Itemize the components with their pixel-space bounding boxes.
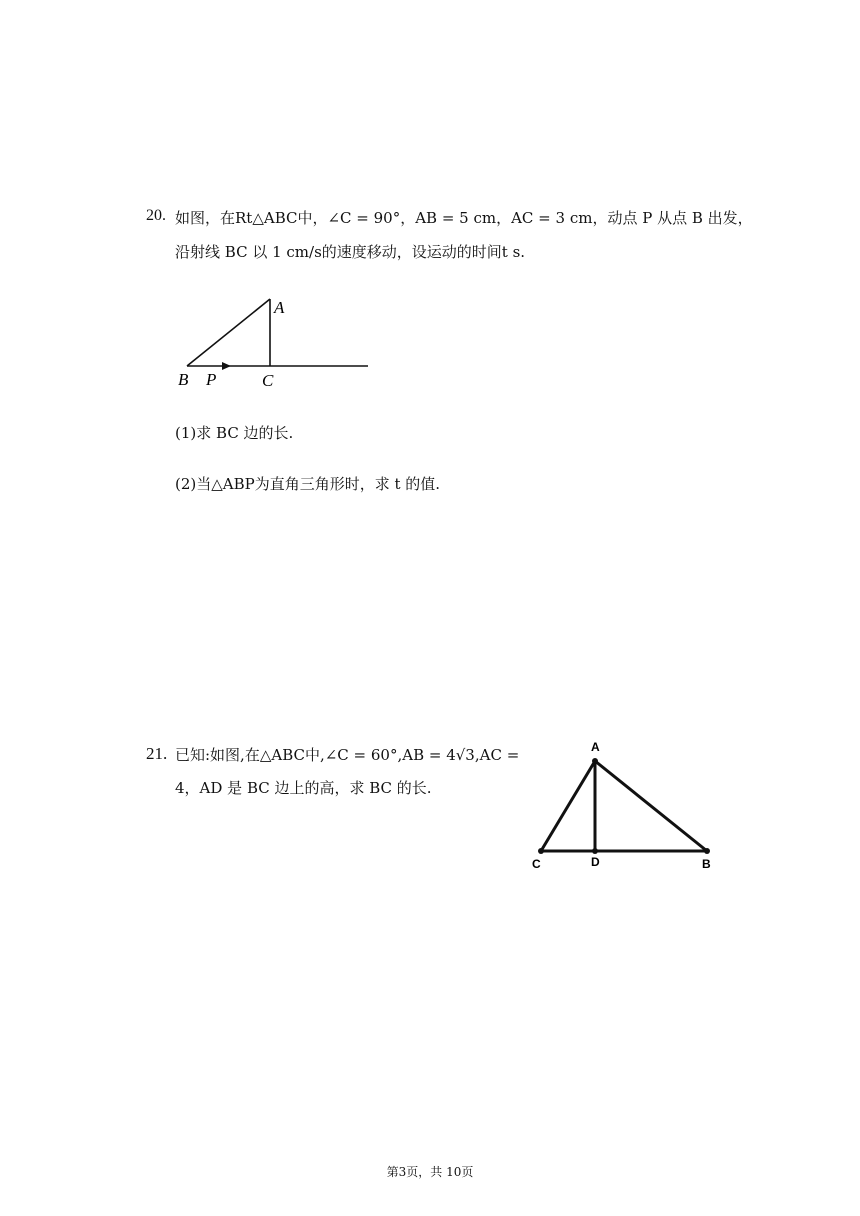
- q20-figure: [170, 290, 380, 400]
- q20-part1: (1)求 BC 边的长.: [175, 424, 294, 442]
- q21-number: 21.: [146, 744, 168, 763]
- q20-part2: (2)当△ABP为直角三角形时，求 t 的值.: [175, 475, 441, 493]
- q21-point-d: [592, 848, 598, 854]
- q21-segment-ca: [541, 761, 595, 851]
- q20-stem-line1: 如图，在Rt△ABC中，∠C = 90°，AB = 5 cm，AC = 3 cm，动点 P 从点 B 出发，: [175, 209, 753, 227]
- q21-point-c: [538, 848, 544, 854]
- q20-number: 20.: [146, 207, 166, 224]
- page-footer: 第3页，共 10页: [386, 1165, 474, 1179]
- q21-stem-line1: 已知:如图,在△ABC中,∠C = 60°,AB = 4√3,AC =: [175, 746, 520, 764]
- q20-label-a: A: [274, 298, 285, 317]
- q21-point-a: [592, 758, 598, 764]
- q21-label-a: A: [591, 740, 600, 754]
- q20-label-p: P: [206, 370, 217, 389]
- q21-segment-ab: [595, 761, 707, 851]
- q20-label-c: C: [262, 371, 274, 390]
- q21-label-d: D: [591, 855, 600, 869]
- q20-segment-ab: [187, 299, 270, 366]
- q20-stem-line2: 沿射线 BC 以 1 cm/s的速度移动，设运动的时间t s.: [175, 243, 526, 261]
- q21-point-b: [704, 848, 710, 854]
- q20-direction-arrow-icon: [222, 362, 231, 370]
- q21-label-b: B: [702, 857, 711, 871]
- q21-stem-line2: 4，AD 是 BC 边上的高，求 BC 的长.: [175, 779, 432, 797]
- q21-figure: [525, 735, 725, 875]
- q20-label-b: B: [178, 370, 189, 389]
- q21-label-c: C: [532, 857, 541, 871]
